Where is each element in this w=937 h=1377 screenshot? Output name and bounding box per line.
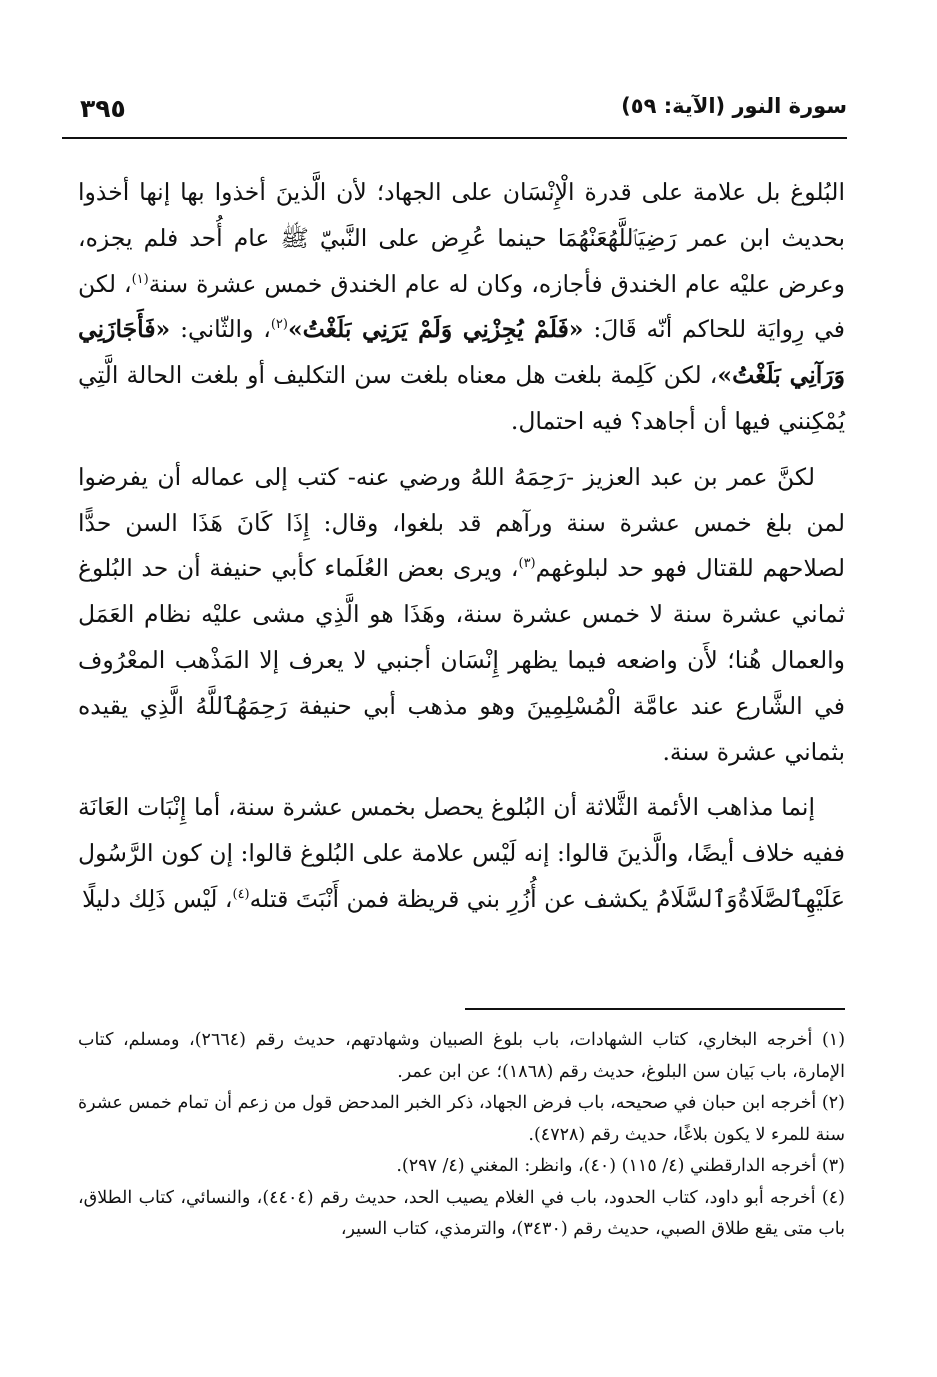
hadith-quote-1: «فَلَمْ يُجِزْنِي وَلَمْ يَرَنِي بَلَغْتُ» — [287, 315, 584, 344]
paragraph-1-text-4: ، لكن كَلِمة بلغت هل معناه بلغت سن التكليف أو بلغت الحالة الَّتِي يُمْكِنني فيها أن أجاهد؟ فيه احتمال. — [78, 361, 845, 435]
paragraph-2 — [78, 455, 845, 776]
note-ref-1: (١) — [131, 271, 149, 287]
paragraph-3 — [78, 785, 845, 922]
paragraph-1-text-2: ، لكن في رِوايَة للحاكم أنّه قَالَ: — [78, 269, 845, 344]
main-text — [78, 170, 845, 933]
paragraph-1-text-3: ، والثّاني: — [180, 315, 271, 344]
footnote-2: (٢) أخرجه ابن حبان في صحيحه، باب فرض الجهاد، ذكر الخبر المدحض قول من زعم أن تمام خمس عشرة سنة للمرء لا يكون بلاغًا، حديث رقم (٤٧٢٨). — [78, 1093, 845, 1145]
header-divider — [62, 137, 847, 139]
paragraph-1 — [78, 170, 845, 445]
paragraph-3-text: إنما مذاهب الأئمة الثَّلاثة أن البُلوغ يحصل بخمس عشرة سنة، أما إِنْبَات العَانَة ففيه خلاف أيضًا، والَّذينَ قالوا: إنه لَيْس علامة على البُلوغ قالوا: إن كون الرَّسُول عَلَيْهِٱلصَّلَاةُوَٱلسَّلَامُ يكشف عن أُزُرِ بني قريظة فمن أَنْبَتَ قتله — [78, 793, 845, 913]
footnote-3: (٣) أخرجه الدارقطني (٤/ ١١٥) (٤٠)، وانظر: المغني (٤/ ٢٩٧). — [396, 1156, 845, 1176]
footnotes — [78, 1025, 845, 1246]
note-ref-4: (٤) — [232, 887, 250, 903]
surah-title: سورة النور (الآية: ٥٩) — [621, 94, 847, 118]
note-ref-3: (٣) — [518, 556, 536, 572]
paragraph-3-text-2: ، لَيْس ذَلِك دليلًا — [82, 884, 233, 913]
note-ref-2: (٢) — [270, 317, 288, 333]
running-header — [62, 92, 847, 132]
paragraph-1-text: البُلوغ بل علامة على قدرة الْإِنْسَان على الجهاد؛ لأن الَّذينَ أخذوا بها إنها أخذوا بحديث ابن عمر رَضِيَٱللَّهُعَنْهُمَا حينما عُرِض على النَّبيّ ﷺ عام أُحد فلم يجزه، وعرض عليْه عام الخندق فأجازه، وكان له عام الخندق خمس عشرة سنة — [78, 178, 845, 298]
paragraph-2-text-2: ، ويرى بعض العُلَماء كأبي حنيفة أن حد البُلوغ ثماني عشرة سنة لا خمس عشرة سنة، وهَذَا هو الَّذِي مشى عليْه نظام العَمَل والعمال هُنا؛ لأَن واضعه فيما يظهر إِنْسَان أجنبي لا يعرف إلا المَذْهب المعْرُوف في الشَّارع عند عامَّة الْمُسْلِمِينَ وهو مذهب أبي حنيفة رَحِمَهُٱللَّهُ الَّذِي يقيده بثماني عشرة سنة. — [78, 554, 845, 766]
page-number: ٣٩٥ — [80, 94, 126, 123]
footnote-divider — [465, 1008, 845, 1010]
footnote-1: (١) أخرجه البخاري، كتاب الشهادات، باب بلوغ الصبيان وشهادتهم، حديث رقم (٢٦٦٤)، ومسلم، كتاب الإمارة، باب بَيان سن البلوغ، حديث رقم (١٨٦٨)؛ عن ابن عمر. — [78, 1030, 846, 1082]
hadith-quote-2: «فَأَجَازَنِي وَرَآنِي بَلَغْتُ» — [78, 315, 845, 390]
paragraph-2-text: لكنَّ عمر بن عبد العزيز -رَحِمَهُ اللهُ ورضي عنه- كتب إلى عماله أن يفرضوا لمن بلغ خمس عشرة سنة ورآهم قد بلغوا، وقال: إِذَا كَانَ هَذَا السن حدًّا لصلاحهم للقتال فهو حد لبلوغهم — [78, 462, 846, 583]
footnote-4: (٤) أخرجه أبو داود، كتاب الحدود، باب في الغلام يصيب الحد، حديث رقم (٤٤٠٤)، والنسائي، كتاب الطلاق، باب متى يقع طلاق الصبي، حديث رقم (٣٤٣٠)، والترمذي، كتاب السير، — [78, 1187, 845, 1239]
